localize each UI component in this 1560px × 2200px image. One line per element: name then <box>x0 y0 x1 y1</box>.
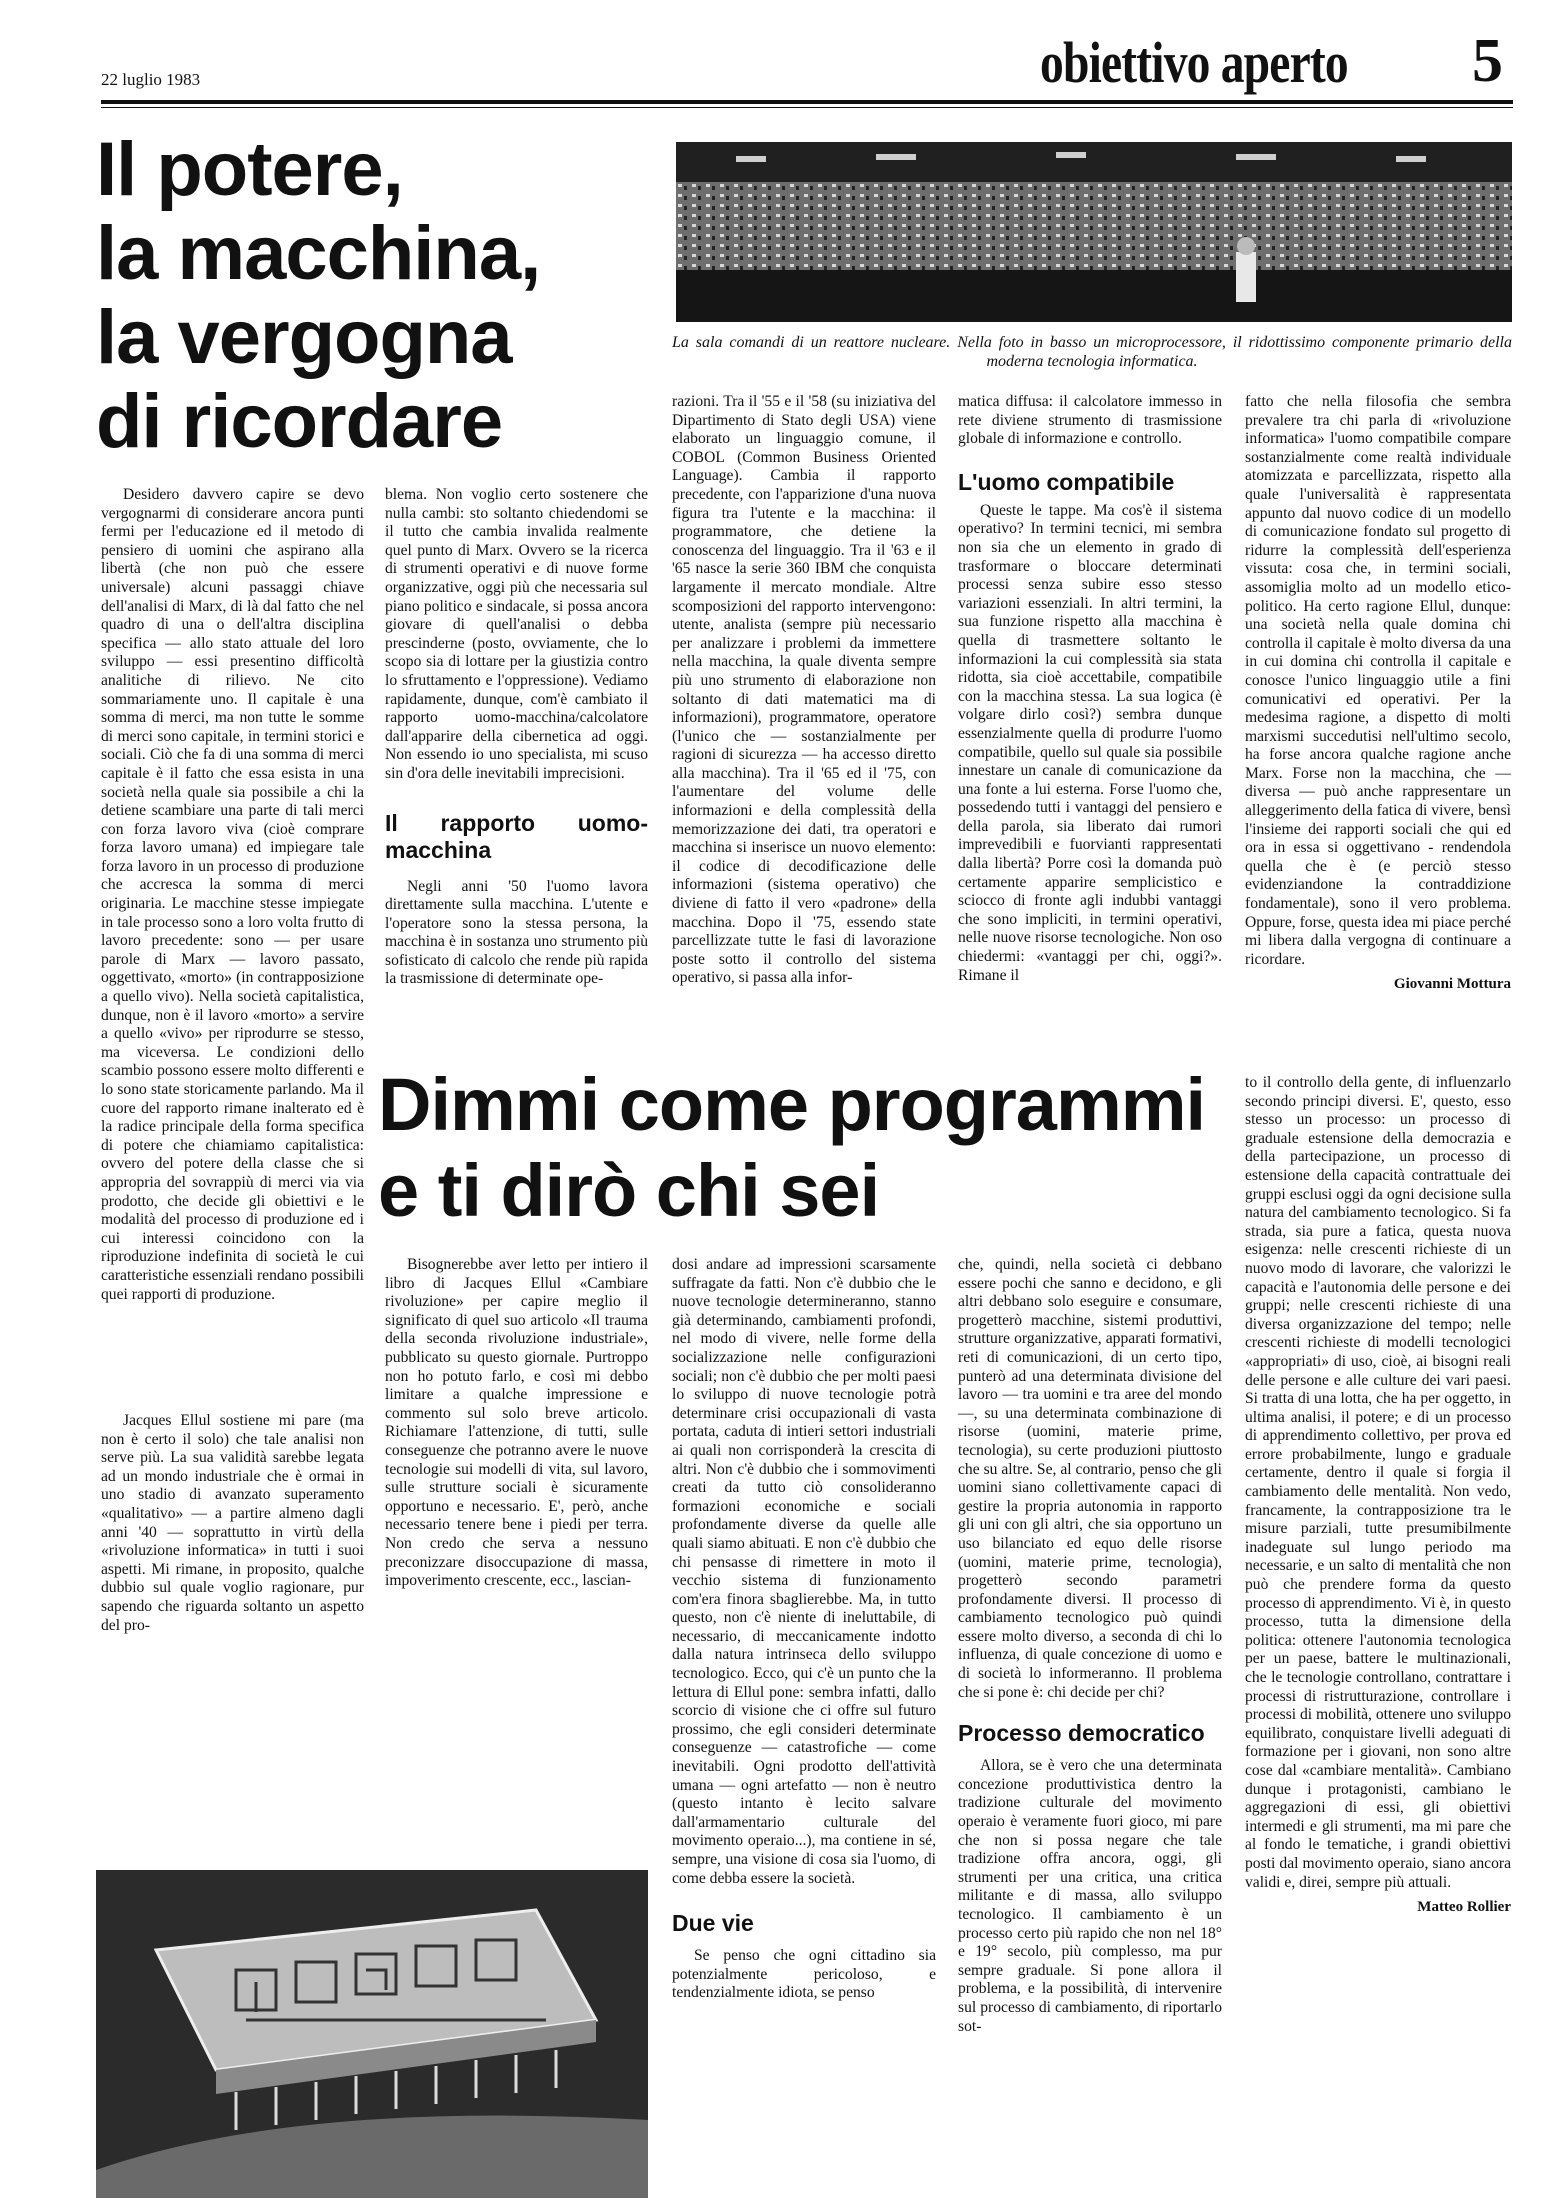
photo-caption: La sala comandi di un reattore nucleare. Nella foto in basso un microprocessore, il ridottissimo componente primario della moderna tecnologia informatica. <box>672 334 1512 370</box>
article1-column-5 <box>1245 393 1511 994</box>
control-room-photo <box>676 142 1512 322</box>
subheading-rapporto: Il rapporto uomo-macchina <box>385 809 648 863</box>
headline-line: la vergogna <box>96 295 512 380</box>
author-signature: Matteo Rollier <box>1417 1899 1511 1916</box>
masthead-rule-thin <box>101 107 1513 108</box>
issue-date: 22 luglio 1983 <box>101 70 201 89</box>
headline-line: Dimmi come programmi <box>378 1063 1206 1146</box>
paragraph: to il controllo della gente, di influenzarlo secondo principi diversi. E', questo, esso stesso un processo: un processo di graduale estensione della democrazia e della partecipazione, un processo di estensione della capacità contrattuale dei gruppi esclusi oggi da ogni decisione sulla natura del cambiamento tecnologico. Si fa strada, sia pure a fatica, questa nuova esigenza: nelle crescenti richieste di un nuovo modo di lavorare, che valorizzi le capacità e l'autonomia delle persone e dei gruppi; nelle crescenti richieste di una diversa organizzazione del tempo; nelle crescenti richieste di modelli tecnologici «appropriati» di uso, cioè, ai bisogni reali delle persone e alle culture dei vari paesi. Si tratta di una lotta, che ha per oggetto, in ultima analisi, il potere; e di un processo di apprendimento collettivo, per prova ed errore probabilmente, lungo e graduale certamente, dentro il quale si forgia il cambiamento delle mentalità. Non vedo, francamente, la contrapposizione tra le misure parziali, tutte presumibilmente inadeguate sul lungo periodo ma necessarie, e un salto di mentalità che non può che prendere forma da questo processo di apprendimento. Vi è, in questo processo, tutta la dimensione della politica: ottenere l'autonomia tecnologica per un paese, battere le multinazionali, che le tecnologie controllano, contrattare i processi di ristrutturazione, controllare i processi di mobilità, ottenere uno sviluppo equilibrato, conquistare livelli adeguati di formazione per i giovani, non sono altre cose dal «cambiare mentalità». Cambiano dunque i protagonisti, cambiano le aggregazioni di essi, gli obiettivi intermedi e gli strumenti, ma mi pare che al fondo le tematiche, i grandi obiettivi posti dal movimento operaio, siano ancora validi e, direi, sempre più attuali. <box>1245 1074 1511 1891</box>
article1-column-4 <box>958 393 1222 985</box>
article1-headline <box>96 128 656 464</box>
article2-headline <box>378 1062 1238 1234</box>
article1-column-3 <box>672 393 936 988</box>
paragraph: Se penso che ogni cittadino sia potenzialmente pericoloso, e tendenzialmente idiota, se penso <box>672 1947 936 2002</box>
article2-column-3 <box>958 1256 1222 2036</box>
article1-column-1 <box>101 486 364 1304</box>
paragraph: Allora, se è vero che una determinata concezione produttivistica dentro la tradizione culturale del movimento operaio è veramente fuori gioco, mi pare che non si possa negare che tale tradizione offra ancora, oggi, gli strumenti per una critica, una critica militante e di massa, allo sviluppo tecnologico. Il cambiamento è un processo certo più rapido che non nel 18° e 19° secolo, più complesso, ma pur sempre graduale. Si pone allora il problema, e la possibilità, di intervenire sul processo di cambiamento, di riportarlo sot- <box>958 1757 1222 2035</box>
paragraph: fatto che nella filosofia che sembra prevalere tra chi parla di «rivoluzione informatica» l'uomo compatibile compare sostanzialmente come realtà individuale atomizzata e parcellizzata, rispetto alla quale l'universalità è rappresentata appunto dal nuovo codice di un modello di comunicazione fondato sul progetto di ridurre la complessità dell'esperienza vissuta: cosa che, in termini sociali, assomiglia molto ad un modello etico-politico. Ha certo ragione Ellul, dunque: una società nella quale domina chi controlla il capitale è molto diversa da una in cui domina chi controlla il capitale e conosce l'unico linguaggio utile a fini comunicativi ed operativi. Per la medesima ragione, a dispetto di molti marxismi succedutisi nell'ultimo secolo, ha forse ancora qualche ragione anche Marx. Forse non la macchina, che — diversa — può anche rappresentare un alleggerimento della fatica di vivere, bensì l'insieme dei rapporti sociali che qui ed ora in essa si oggettivano - rendendola quella che è (e perciò stesso evidenziandone la contraddizione fondamentale), sono il vero problema. Oppure, forse, questa idea mi piace perché mi libera dalla vergogna di continuare a ricordare. <box>1245 393 1511 968</box>
paragraph: matica diffusa: il calcolatore immesso in rete diviene strumento di trasmissione globale di informazione e controllo. <box>958 393 1222 448</box>
paragraph: Desidero davvero capire se devo vergognarmi di considerare ancora punti fermi per l'educazione ed il metodo di pensiero di uomini che aspirano alla libertà (che non può che essere universale) alcuni passaggi chiave dell'analisi di Marx, di là dal fatto che nel quadro di una o dell'altra disciplina specifica — allo stato attuale del loro sviluppo — essi presentino difficoltà analitiche di rilievo. Ne cito sommariamente uno. Il capitale è una somma di merci, ma non tutte le somme di merci sono capitale, in termini storici e sociali. Ciò che fa di una somma di merci capitale è il fatto che essa esista in una società nella quale sia possibile a chi la detiene scambiare una parte di tali merci con forza lavoro viva (cioè comprare forza lavoro umana) ed impiegare tale forza lavoro in un processo di produzione che accresca la somma di merci originaria. Le macchine stesse impiegate in tale processo sono a loro volta frutto di lavoro precedente: sono — per usare parole di Marx — lavoro passato, oggettivato, «morto» (in contrapposizione a quello vivo). Nella società capitalistica, dunque, non è il lavoro «morto» a servire a quello «vivo» per riprodurre se stesso, ma viceversa. Le condizioni dello scambio possono essere molto differenti e lo sono state storicamente parlando. Ma il cuore del rapporto rimane inalterato ed è la radice principale della forma specifica di potere che chiamiamo capitalistica: ovvero del potere della classe che si appropria del sovrappiù di merci via via prodotto, che decide gli obiettivi e le modalità del processo di produzione ed i cui interessi coincidono con la riproduzione indefinita di società le cui caratteristiche essenziali rendano possibili quei rapporti di produzione. <box>101 486 364 1303</box>
headline-line: di ricordare <box>96 379 503 464</box>
paragraph: dosi andare ad impressioni scarsamente suffragate da fatti. Non c'è dubbio che le nuove tecnologie determineranno, stanno già determinando, cambiamenti profondi, nel modo di vivere, nelle forme della socializzazione nelle configurazioni sociali; non c'è dubbio che per molti paesi lo sviluppo di nuove tecnologie potrà determinare crisi occupazionali di vasta portata, caduta di intieri settori industriali ai quali non corrisponderà la crescita di altri. Non c'è dubbio che i sommovimenti creati da tutto ciò consolideranno formazioni economiche e sociali profondamente diverse da quelle alle quali siamo abituati. E non c'è dubbio che chi pensasse di rimettere in moto il vecchio sistema di funzionamento com'era finora sbaglierebbe. Ma, in tutto questo, non c'è niente di ineluttabile, di necessario, di meccanicamente indotto dalla natura intrinseca dello sviluppo tecnologico. Ecco, qui c'è un punto che la lettura di Ellul pone: sembra infatti, dallo scorcio di visione che ci offre sul futuro prossimo, che egli consideri determinate conseguenze — catastrofiche — come inevitabili. Ogni prodotto dell'attività umana — ogni artefatto — non è neutro (questo intanto è lecito salvare dall'armamentario culturale del movimento operaio...), ma contiene in sé, sempre, una visione di cosa sia l'uomo, di come debba essere la società. <box>672 1256 936 1887</box>
control-room-image <box>676 142 1512 322</box>
paragraph: Queste le tappe. Ma cos'è il sistema operativo? In termini tecnici, mi sembra non sia che un elemento in grado di trasformare o bloccare determinati processi senza subire esso stesso variazioni essenziali. In altri termini, la sua funzione rispetto alla macchina è quella di trasmettere soltanto le informazioni la cui complessità sia stata ridotta, sia cioè accettabile, compatibile con la macchina stessa. La sua logica (è volgare dirlo così?) sembra dunque essenzialmente quella di produrre l'uomo compatibile, quello sul quale sia possibile innestare un canale di comunicazione da una fonte a lui esterna. Forse l'uomo che, possedendo tutti i vantaggi del pensiero e della parola, sia liberato dai rumori imprevedibili e fuorvianti rappresentati dalla libertà? Porre così la domanda può certamente apparire semplicistico e sciocco di fronte agli indubbi vantaggi che sono impliciti, in termini operativi, nelle nuove risorse tecnologiche. Non oso chiedermi: «vantaggi per chi, oggi?». Rimane il <box>958 501 1222 984</box>
subheading-processo-democratico: Processo democratico <box>958 1720 1205 1747</box>
subheading-uomo-compatibile: L'uomo compatibile <box>958 468 1175 495</box>
author-signature: Giovanni Mottura <box>1393 976 1511 993</box>
article2-column-4 <box>1245 1074 1511 1917</box>
paragraph: che, quindi, nella società ci debbano essere pochi che sanno e decidono, e gli altri debbano solo eseguire e consumare, progetterò macchine, sistemi produttivi, strutture organizzative, apparati formativi, reti di comunicazioni, di un certo tipo, punterò ad una determinata divisione del lavoro — tra uomini e tra aree del mondo —, su una determinata combinazione di risorse (uomini, materie prime, tecnologia), su certe produzioni piuttosto che su altre. Se, al contrario, penso che gli uomini siano collettivamente capaci di gestire la propria autonomia in rapporto gli uni con gli altri, che sia opportuno un uso bilanciato ed equo delle risorse (uomini, materie prime, tecnologia), progetterò secondo parametri profondamente diversi. Il processo di cambiamento tecnologico può quindi essere molto diverso, a seconda di chi lo influenza, di quale concezione di uomo e di società lo informeranno. Il problema che si pone è: chi decide per chi? <box>958 1256 1222 1701</box>
headline-line: e ti dirò chi sei <box>378 1149 880 1232</box>
paragraph: blema. Non voglio certo sostenere che nulla cambi: sto soltanto chiedendomi se il tutto che cambia invalida realmente quel punto di Marx. Ovvero se la ricerca di strumenti operativi e di nuove forme organizzative, oggi più che necessaria sul piano politico e sindacale, si possa ancora giovare di quell'analisi o debba prescinderne (posto, ovviamente, che lo scopo sia di lottare per la giustizia contro lo sfruttamento e l'oppressione). Vediamo rapidamente, dunque, com'è cambiato il rapporto uomo-macchina/calcolatore dall'apparire della cibernetica ad oggi. Non essendo io uno specialista, mi scuso sin d'ora delle inevitabili imprecisioni. <box>385 486 648 782</box>
article2-column-1 <box>385 1256 648 1591</box>
article1-column-2 <box>385 486 648 989</box>
masthead-rule <box>101 100 1513 104</box>
paragraph: Bisognerebbe aver letto per intiero il libro di Jacques Ellul «Cambiare rivoluzione» per capire meglio il significato di quel suo articolo «Il trauma della seconda rivoluzione industriale», pubblicato su questo giornale. Purtroppo non ho potuto farlo, e così mi debbo limitare a qualche impressione e commento sul solo breve articolo. Richiamare l'attenzione, di tutti, sulle conseguenze che potranno avere le nuove tecnologie sui modelli di vita, sul lavoro, sulle strutture sociali è sicuramente opportuno e necessario. E', però, anche necessario tenere bene i piedi per terra. Non credo che serva a nessuno preconizzare disoccupazione di massa, impoverimento crescente, ecc., lascian- <box>385 1256 648 1590</box>
article2-column-2 <box>672 1256 936 2003</box>
microprocessor-image <box>96 1870 648 2198</box>
subheading-due-vie: Due vie <box>672 1910 754 1937</box>
headline-line: la macchina, <box>96 211 541 296</box>
headline-line: Il potere, <box>96 127 403 212</box>
article1-column-1-cont <box>101 1412 364 1635</box>
paragraph: razioni. Tra il '55 e il '58 (su iniziativa del Dipartimento di Stato degli USA) viene elaborato un linguaggio comune, il COBOL (Common Business Oriented Language). Cambia il rapporto precedente, con l'apparizione d'una nuova figura tra l'utente e la macchina: il programmatore, che detiene la conoscenza del linguaggio. Tra il '63 e il '65 nasce la serie 360 IBM che conquista largamente il mercato mondiale. Altre scomposizioni del rapporto intervengono: utente, analista (sempre più necessario per analizzare i problemi da immettere nella macchina, la quale diventa sempre più uno strumento di elaborazione non soltanto di dati matematici ma di informazioni), programmatore, operatore (l'unico che — sostanzialmente per ragioni di sicurezza — ha accesso diretto alla macchina). Tra il '65 ed il '75, con l'aumentare del volume delle informazioni e della complessità della memorizzazione dei dati, tra operatori e macchina si inserisce un nuovo elemento: il codice di decodificazione delle informazioni (sistema operativo) che diviene di fatto il vero «padrone» della macchina. Dopo il '75, essendo state parcellizzate tutte le fasi di lavorazione poste sotto il controllo del sistema operativo, si passa alla infor- <box>672 393 936 987</box>
section-title: obiettivo aperto <box>1040 30 1348 95</box>
paragraph: Jacques Ellul sostiene mi pare (ma non è certo il solo) che tale analisi non serve più. La sua validità sarebbe legata ad un mondo industriale che è ormai in uno stadio di avanzato superamento «qualitativo» — a partire almeno dagli anni '40 — soprattutto in virtù della «rivoluzione informatica» in tutti i suoi aspetti. Mi rimane, in proposito, qualche dubbio sul quale voglio ragionare, pur sapendo che riguarda soltanto un aspetto del pro- <box>101 1412 364 1634</box>
paragraph: Negli anni '50 l'uomo lavora direttamente sulla macchina. L'utente e l'operatore sono la stessa persona, la macchina è in sostanza uno strumento più sofisticato di calcolo che rende più rapida la trasmissione di determinate ope- <box>385 877 648 988</box>
microprocessor-photo <box>96 1870 648 2198</box>
page-number: 5 <box>1472 27 1503 95</box>
